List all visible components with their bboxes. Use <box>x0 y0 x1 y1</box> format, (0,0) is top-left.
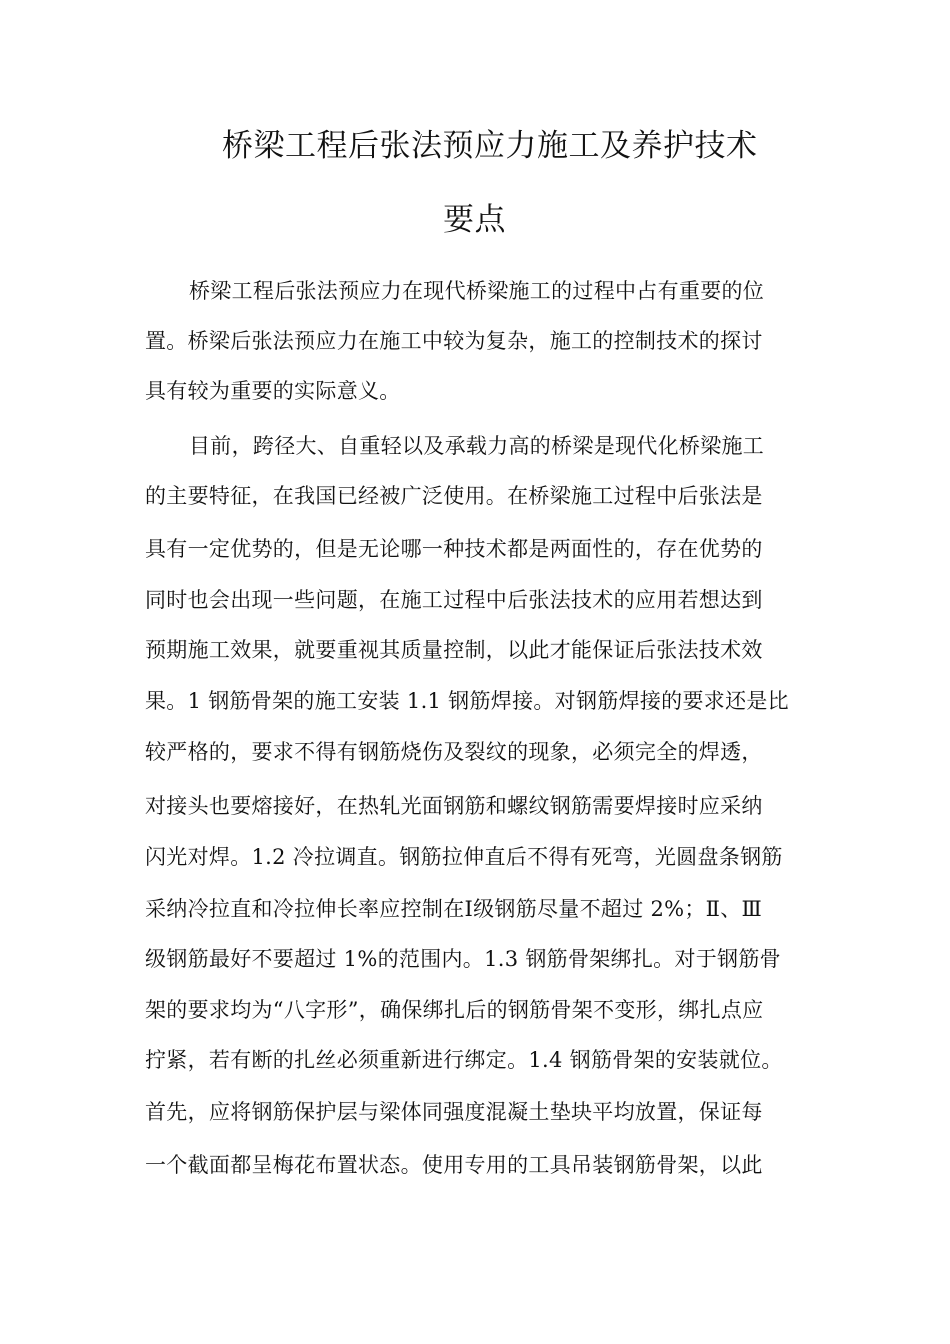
document-title-line-2: 要点 <box>443 202 506 238</box>
paragraph-2-line-3: 具有一定优势的，但是无论哪一种技术都是两面性的，存在优势的 <box>145 537 763 561</box>
paragraph-2-line-6: 果。1 钢筋骨架的施工安装 1.1 钢筋焊接。对钢筋焊接的要求还是比 <box>145 689 789 713</box>
paragraph-1-line-3: 具有较为重要的实际意义。 <box>145 379 401 403</box>
paragraph-2-line-10: 采纳冷拉直和冷拉伸长率应控制在Ⅰ级钢筋尽量不超过 2%；Ⅱ、Ⅲ <box>145 897 763 921</box>
paragraph-2-line-9: 闪光对焊。1.2 冷拉调直。钢筋拉伸直后不得有死弯，光圆盘条钢筋 <box>145 845 783 869</box>
paragraph-1-line-1: 桥梁工程后张法预应力在现代桥梁施工的过程中占有重要的位 <box>189 279 765 303</box>
paragraph-2-line-13: 拧紧，若有断的扎丝必须重新进行绑定。1.4 钢筋骨架的安装就位。 <box>145 1048 783 1072</box>
paragraph-1-line-2: 置。桥梁后张法预应力在施工中较为复杂，施工的控制技术的探讨 <box>145 329 763 353</box>
paragraph-2-line-11: 级钢筋最好不要超过 1%的范围内。1.3 钢筋骨架绑扎。对于钢筋骨 <box>145 947 781 971</box>
paragraph-2-line-15: 一个截面都呈梅花布置状态。使用专用的工具吊装钢筋骨架，以此 <box>145 1153 763 1177</box>
paragraph-2-line-14: 首先，应将钢筋保护层与梁体同强度混凝土垫块平均放置，保证每 <box>145 1100 763 1124</box>
paragraph-2-line-8: 对接头也要熔接好，在热轧光面钢筋和螺纹钢筋需要焊接时应采纳 <box>145 794 763 818</box>
paragraph-2-line-2: 的主要特征，在我国已经被广泛使用。在桥梁施工过程中后张法是 <box>145 484 763 508</box>
paragraph-2-line-1: 目前，跨径大、自重轻以及承载力高的桥梁是现代化桥梁施工 <box>189 434 765 458</box>
paragraph-2-line-4: 同时也会出现一些问题，在施工过程中后张法技术的应用若想达到 <box>145 588 763 612</box>
paragraph-2-line-7: 较严格的，要求不得有钢筋烧伤及裂纹的现象，必须完全的焊透， <box>145 740 763 764</box>
document-title-line-1: 桥梁工程后张法预应力施工及养护技术 <box>222 128 758 164</box>
paragraph-2-line-12: 架的要求均为“八字形”，确保绑扎后的钢筋骨架不变形，绑扎点应 <box>145 998 764 1022</box>
paragraph-2-line-5: 预期施工效果，就要重视其质量控制，以此才能保证后张法技术效 <box>145 638 763 662</box>
